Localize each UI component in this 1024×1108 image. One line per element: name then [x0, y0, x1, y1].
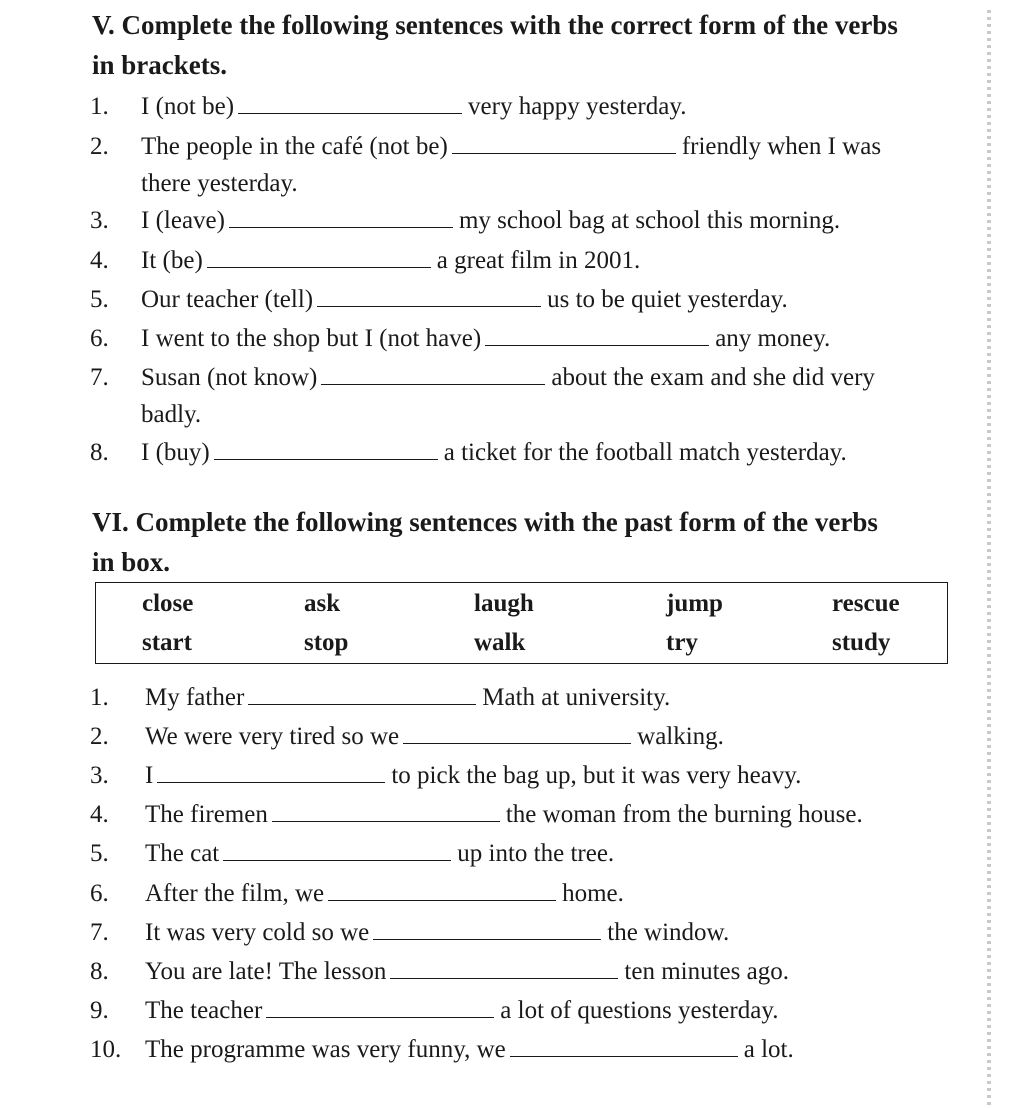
- item-number: 6.: [90, 325, 109, 352]
- section-5-title-line-1: V. Complete the following sentences with the correct form of the verbs: [92, 10, 898, 40]
- word-box-verb: start: [142, 629, 192, 656]
- section-6-heading: [92, 502, 972, 582]
- item-text-before: The cat: [145, 840, 220, 868]
- item-text-after: a ticket for the football match yesterday.: [443, 439, 847, 466]
- exercise-item: [90, 281, 980, 319]
- word-box-verb: close: [142, 590, 194, 617]
- item-continuation: badly.: [141, 401, 202, 428]
- item-text-after: my school bag at school this morning.: [458, 207, 841, 234]
- word-box-verb: walk: [474, 629, 526, 656]
- answer-blank[interactable]: [328, 876, 556, 901]
- item-number: 4.: [90, 247, 109, 274]
- item-number: 3.: [90, 207, 109, 234]
- item-text-before: Susan (not know): [141, 364, 318, 391]
- exercise-item: [90, 320, 980, 358]
- item-number: 4.: [90, 801, 109, 829]
- item-text-before: It was very cold so we: [145, 918, 370, 946]
- item-text-before: I went to the shop but I (not have): [141, 325, 482, 352]
- item-text-before: We were very tired so we: [145, 723, 400, 751]
- item-text-after: a great film in 2001.: [436, 247, 641, 274]
- answer-blank[interactable]: [321, 360, 545, 385]
- exercise-item: [90, 242, 980, 280]
- answer-blank[interactable]: [272, 797, 500, 822]
- exercise-item: [90, 434, 980, 472]
- exercise-item: [90, 796, 980, 834]
- item-number: 6.: [90, 879, 109, 907]
- section-5-heading: [92, 5, 972, 85]
- item-number: 5.: [90, 286, 109, 313]
- item-text-before: The people in the café (not be): [141, 133, 448, 160]
- item-number: 7.: [90, 918, 109, 946]
- item-text-after: Math at university.: [482, 684, 671, 711]
- word-box-verb: ask: [304, 590, 341, 617]
- word-box: [95, 582, 948, 664]
- answer-blank[interactable]: [510, 1032, 738, 1057]
- item-text-before: I: [145, 762, 154, 790]
- exercise-item: [90, 953, 980, 991]
- exercise-item: [90, 914, 980, 952]
- item-text-after: the window.: [607, 918, 730, 946]
- item-text-before: I (not be): [141, 93, 235, 120]
- word-box-verb: rescue: [832, 590, 900, 617]
- word-box-verb: jump: [666, 590, 723, 617]
- answer-blank[interactable]: [248, 680, 476, 705]
- exercise-item: [90, 88, 980, 126]
- item-text-after: walking.: [637, 723, 724, 751]
- exercise-item: [90, 359, 980, 397]
- answer-blank[interactable]: [214, 435, 438, 460]
- section-6-title-line-2: in box.: [92, 547, 171, 577]
- item-text-after: home.: [562, 879, 624, 907]
- item-text-before: You are late! The lesson: [145, 957, 387, 985]
- page-edge-dots: [987, 10, 991, 1108]
- item-number: 8.: [90, 439, 109, 466]
- item-text-before: The teacher: [145, 996, 263, 1024]
- item-text-after: any money.: [715, 325, 831, 352]
- item-number: 1.: [90, 684, 109, 711]
- item-text-before: The firemen: [145, 801, 268, 829]
- item-text-after: friendly when I was: [681, 133, 882, 160]
- item-text-before: Our teacher (tell): [141, 286, 314, 313]
- exercise-item: [90, 875, 980, 913]
- item-text-after: a lot.: [743, 1035, 794, 1063]
- exercise-item: [90, 202, 980, 240]
- item-number: 9.: [90, 996, 109, 1024]
- word-box-verb: study: [832, 629, 891, 656]
- answer-blank[interactable]: [238, 89, 462, 114]
- item-text-after: to pick the bag up, but it was very heavy.: [391, 762, 802, 790]
- item-text-before: I (leave): [141, 207, 225, 234]
- answer-blank[interactable]: [485, 321, 709, 346]
- item-number: 3.: [90, 762, 109, 790]
- item-number: 2.: [90, 723, 109, 751]
- item-text-before: I (buy): [141, 439, 210, 466]
- answer-blank[interactable]: [223, 836, 451, 861]
- exercise-item: [90, 835, 980, 873]
- item-text-before: It (be): [141, 247, 203, 274]
- word-box-verb: stop: [304, 629, 349, 656]
- exercise-item: [90, 992, 980, 1030]
- section-5-title-line-2: in brackets.: [92, 50, 227, 80]
- answer-blank[interactable]: [390, 954, 618, 979]
- item-text-after: the woman from the burning house.: [505, 801, 863, 829]
- answer-blank[interactable]: [266, 993, 494, 1018]
- item-text-after: ten minutes ago.: [624, 957, 789, 985]
- exercise-item: [90, 757, 980, 795]
- item-number: 1.: [90, 93, 109, 120]
- item-text-after: about the exam and she did very: [551, 364, 875, 391]
- word-box-verb: laugh: [474, 590, 534, 617]
- answer-blank[interactable]: [229, 203, 453, 228]
- exercise-item: [90, 679, 980, 717]
- item-text-after: very happy yesterday.: [468, 93, 687, 120]
- exercise-item: [90, 718, 980, 756]
- item-number: 10.: [90, 1035, 122, 1063]
- answer-blank[interactable]: [452, 129, 676, 154]
- answer-blank[interactable]: [373, 915, 601, 940]
- section-6-title-line-1: VI. Complete the following sentences with the past form of the verbs: [92, 507, 878, 537]
- item-continuation: there yesterday.: [141, 170, 298, 197]
- item-number: 8.: [90, 957, 109, 985]
- answer-blank[interactable]: [157, 758, 385, 783]
- exercise-item: [90, 128, 980, 166]
- item-number: 2.: [90, 133, 109, 160]
- answer-blank[interactable]: [403, 719, 631, 744]
- exercise-item: [90, 1031, 980, 1069]
- word-box-verb: try: [666, 629, 698, 656]
- answer-blank[interactable]: [207, 243, 431, 268]
- item-text-before: After the film, we: [145, 879, 325, 907]
- item-text-before: My father: [145, 684, 245, 711]
- item-text-before: The programme was very funny, we: [145, 1035, 506, 1063]
- item-text-after: us to be quiet yesterday.: [547, 286, 788, 313]
- item-text-after: up into the tree.: [457, 840, 615, 868]
- item-number: 5.: [90, 840, 109, 868]
- answer-blank[interactable]: [317, 282, 541, 307]
- item-number: 7.: [90, 364, 109, 391]
- item-text-after: a lot of questions yesterday.: [500, 996, 779, 1024]
